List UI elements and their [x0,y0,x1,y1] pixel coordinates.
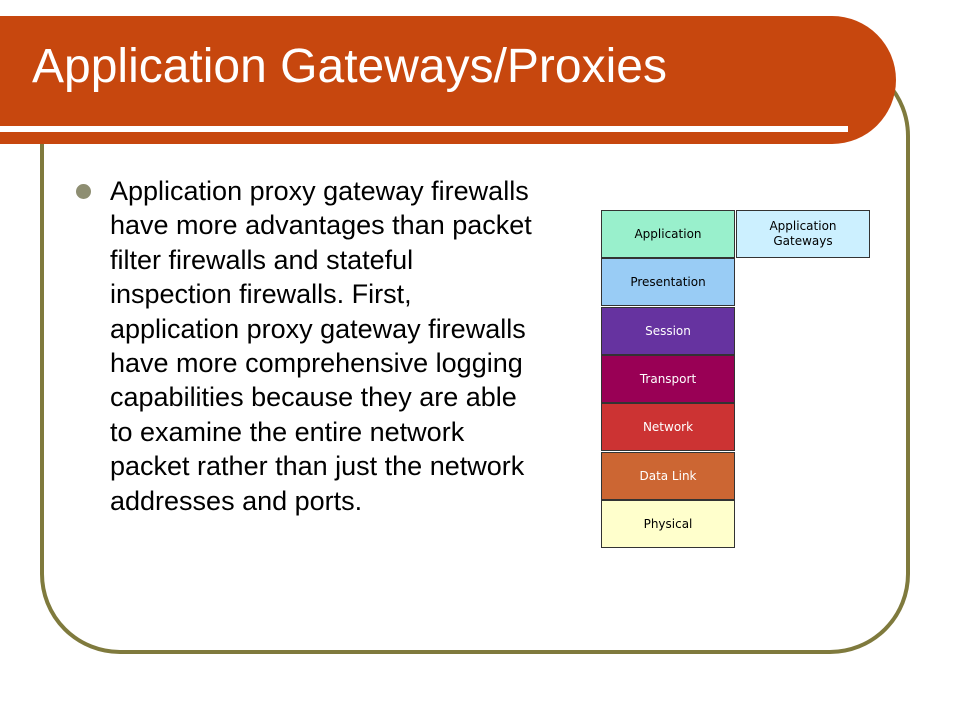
osi-layer-application: Application [601,210,735,258]
osi-layer-transport: Transport [601,355,735,403]
osi-layer-session: Session [601,307,735,355]
slide-title: Application Gateways/Proxies [32,40,667,93]
application-gateways-box: Application Gateways [736,210,870,258]
osi-layer-physical: Physical [601,500,735,548]
osi-layer-data-link: Data Link [601,452,735,500]
bullet-item [76,174,536,518]
bullet-dot-icon [76,184,91,199]
osi-layer-diagram [601,210,871,550]
title-underline [0,126,848,132]
bullet-text: Application proxy gateway firewalls have more advantages than packet filter firewalls and stateful inspection firewalls. First, application proxy gateway firewalls have more comprehensive logging capabilities because they are able to examine the entire network packet rather than just the network addresses and ports. [110,176,532,516]
osi-layer-network: Network [601,403,735,451]
osi-layer-presentation: Presentation [601,258,735,306]
